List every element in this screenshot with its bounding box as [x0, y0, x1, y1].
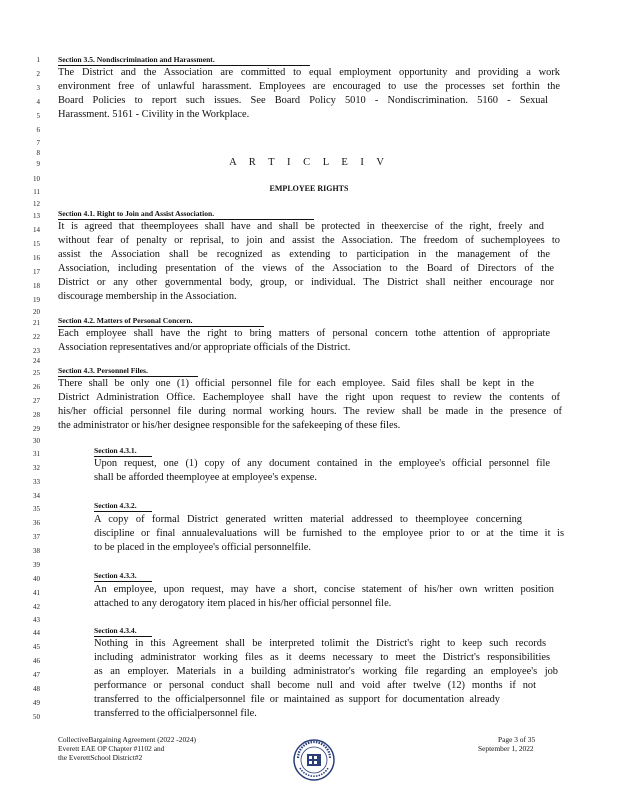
body-line: Nothing in this Agreement shall be interpreted tolimit the District's right to keep such records: [94, 638, 546, 649]
body-line: environment free of unlawful harassment. Employees are encouraged to use the processes set forthin the: [58, 81, 560, 92]
line-number: 10: [33, 175, 40, 183]
footer-date: September 1, 2022: [478, 744, 534, 753]
heading-underline: [58, 219, 314, 220]
line-number: 11: [33, 188, 40, 196]
body-line: Upon request, one (1) copy of any document contained in the employee's official personnel file: [94, 458, 550, 469]
line-number: 45: [33, 643, 40, 651]
body-line: discipline or final annualevaluations will be furnished to the employee prior to or at the time it is: [94, 528, 564, 539]
body-line: An employee, upon request, may have a short, concise statement of his/her own written position: [94, 584, 554, 595]
heading-underline: [94, 456, 152, 457]
district-seal-logo: [292, 738, 336, 782]
line-number: 2: [36, 70, 40, 78]
body-line: discourage membership in the Association.: [58, 291, 237, 302]
line-number: 5: [36, 112, 40, 120]
line-number: 38: [33, 547, 40, 555]
line-number: 6: [36, 126, 40, 134]
heading-underline: [58, 376, 198, 377]
body-line: shall be afforded theemployee at employee's expense.: [94, 472, 317, 483]
body-line: transferred to the officialpersonnel file.: [94, 708, 257, 719]
line-number: 7: [36, 139, 40, 147]
section-4-3-heading: Section 4.3. Personnel Files.: [58, 366, 148, 375]
body-line: Association representatives and/or appropriate officials of the District.: [58, 342, 351, 353]
section-4-3-2-heading: Section 4.3.2.: [94, 501, 137, 510]
footer-page-number: Page 3 of 35: [498, 735, 536, 744]
line-number: 19: [33, 296, 40, 304]
section-4-1-heading: Section 4.1. Right to Join and Assist Association.: [58, 209, 215, 218]
body-line: without fear of penalty or reprisal, to join and assist the Association. The freedom of suchemployees to: [58, 235, 560, 246]
heading-underline: [94, 511, 152, 512]
line-number: 32: [33, 464, 40, 472]
body-line: transferred to the officialpersonnel file or maintained as support for documentation already: [94, 694, 500, 705]
body-line: the administrator or his/her designee responsible for the safekeeping of these files.: [58, 420, 401, 431]
line-number: 18: [33, 282, 40, 290]
body-line: A copy of formal District generated written material addressed to theemployee concerning: [94, 514, 522, 525]
line-number: 39: [33, 561, 40, 569]
section-4-3-4-heading: Section 4.3.4.: [94, 626, 137, 635]
body-line: It is agreed that theemployees shall have and shall be protected in theexercise of the right, freely and: [58, 221, 544, 232]
line-number: 33: [33, 478, 40, 486]
article-subtitle: EMPLOYEE RIGHTS: [269, 184, 349, 193]
line-number: 41: [33, 589, 40, 597]
line-number: 12: [33, 200, 40, 208]
section-3-5-heading: Section 3.5. Nondiscrimination and Harassment.: [58, 55, 215, 64]
line-number: 37: [33, 533, 40, 541]
heading-underline: [94, 636, 152, 637]
line-number: 30: [33, 437, 40, 445]
line-number: 25: [33, 369, 40, 377]
line-number: 28: [33, 411, 40, 419]
line-number: 44: [33, 629, 40, 637]
body-line: The District and the Association are committed to equal employment opportunity and providing a work: [58, 67, 560, 78]
body-line: including administrator working files as it deems necessary to meet the District's responsibilities: [94, 652, 550, 663]
line-number: 8: [36, 149, 40, 157]
section-4-3-1-heading: Section 4.3.1.: [94, 446, 137, 455]
body-line: Each employee shall have the right to bring matters of personal concern tothe attention of appropriate: [58, 328, 550, 339]
body-line: assist the Association shall be recognized as extending to participation in the management of the: [58, 249, 550, 260]
line-number: 36: [33, 519, 40, 527]
heading-underline: [58, 65, 310, 66]
line-number: 14: [33, 226, 40, 234]
line-number: 35: [33, 505, 40, 513]
line-number: 40: [33, 575, 40, 583]
line-number: 42: [33, 603, 40, 611]
body-line: attached to any derogatory item placed in his/her official personnel file.: [94, 598, 392, 609]
body-line: performance or personal conduct shall become null and void after twelve (12) months if not: [94, 680, 536, 691]
section-4-3-3-heading: Section 4.3.3.: [94, 571, 137, 580]
body-line: to be placed in the employee's official personnelfile.: [94, 542, 311, 553]
line-number: 20: [33, 308, 40, 316]
heading-underline: [58, 326, 264, 327]
section-4-2-heading: Section 4.2. Matters of Personal Concern.: [58, 316, 193, 325]
footer-agreement-title: CollectiveBargaining Agreement (2022 -2024): [58, 735, 196, 744]
line-number: 29: [33, 425, 40, 433]
line-number: 31: [33, 450, 40, 458]
line-number: 21: [33, 319, 40, 327]
line-number: 34: [33, 492, 40, 500]
line-number: 16: [33, 254, 40, 262]
body-line: Board Policies to report such issues. See Board Policy 5010 - Nondiscrimination. 5160 - Sexual: [58, 95, 548, 106]
line-number: 43: [33, 616, 40, 624]
heading-underline: [94, 581, 152, 582]
line-number: 13: [33, 212, 40, 220]
body-line: as an employer. Materials in a building administrator's working file regarding an employee's job: [94, 666, 558, 677]
body-line: his/her official personnel file during normal working hours. The review shall be made in the presence of: [58, 406, 562, 417]
footer-parties: Everett EAE OP Chapter #1102 and: [58, 744, 165, 753]
line-number: 17: [33, 268, 40, 276]
line-number: 23: [33, 347, 40, 355]
body-line: Association, including presentation of the views of the Association to the Board of Directors of the: [58, 263, 554, 274]
line-number: 27: [33, 397, 40, 405]
article-title: A R T I C L E I V: [229, 157, 389, 168]
line-number: 9: [36, 160, 40, 168]
line-number: 26: [33, 383, 40, 391]
line-number: 15: [33, 240, 40, 248]
body-line: District Administration Office. Eachemployee shall have the right upon request to review the contents of: [58, 392, 560, 403]
line-number: 49: [33, 699, 40, 707]
line-number: 46: [33, 657, 40, 665]
line-number: 1: [36, 56, 40, 64]
body-line: There shall be only one (1) official personnel file for each employee. Said files shall be kept in the: [58, 378, 534, 389]
body-line: Harassment. 5161 - Civility in the Workplace.: [58, 109, 250, 120]
line-number: 24: [33, 357, 40, 365]
line-number: 47: [33, 671, 40, 679]
line-number: 22: [33, 333, 40, 341]
footer-district: the EverettSchool District#2: [58, 753, 143, 762]
line-number: 3: [36, 84, 40, 92]
line-number: 50: [33, 713, 40, 721]
line-number: 48: [33, 685, 40, 693]
line-number: 4: [36, 98, 40, 106]
body-line: District or any other governmental body, group, or individual. The District shall neither encourage nor: [58, 277, 554, 288]
